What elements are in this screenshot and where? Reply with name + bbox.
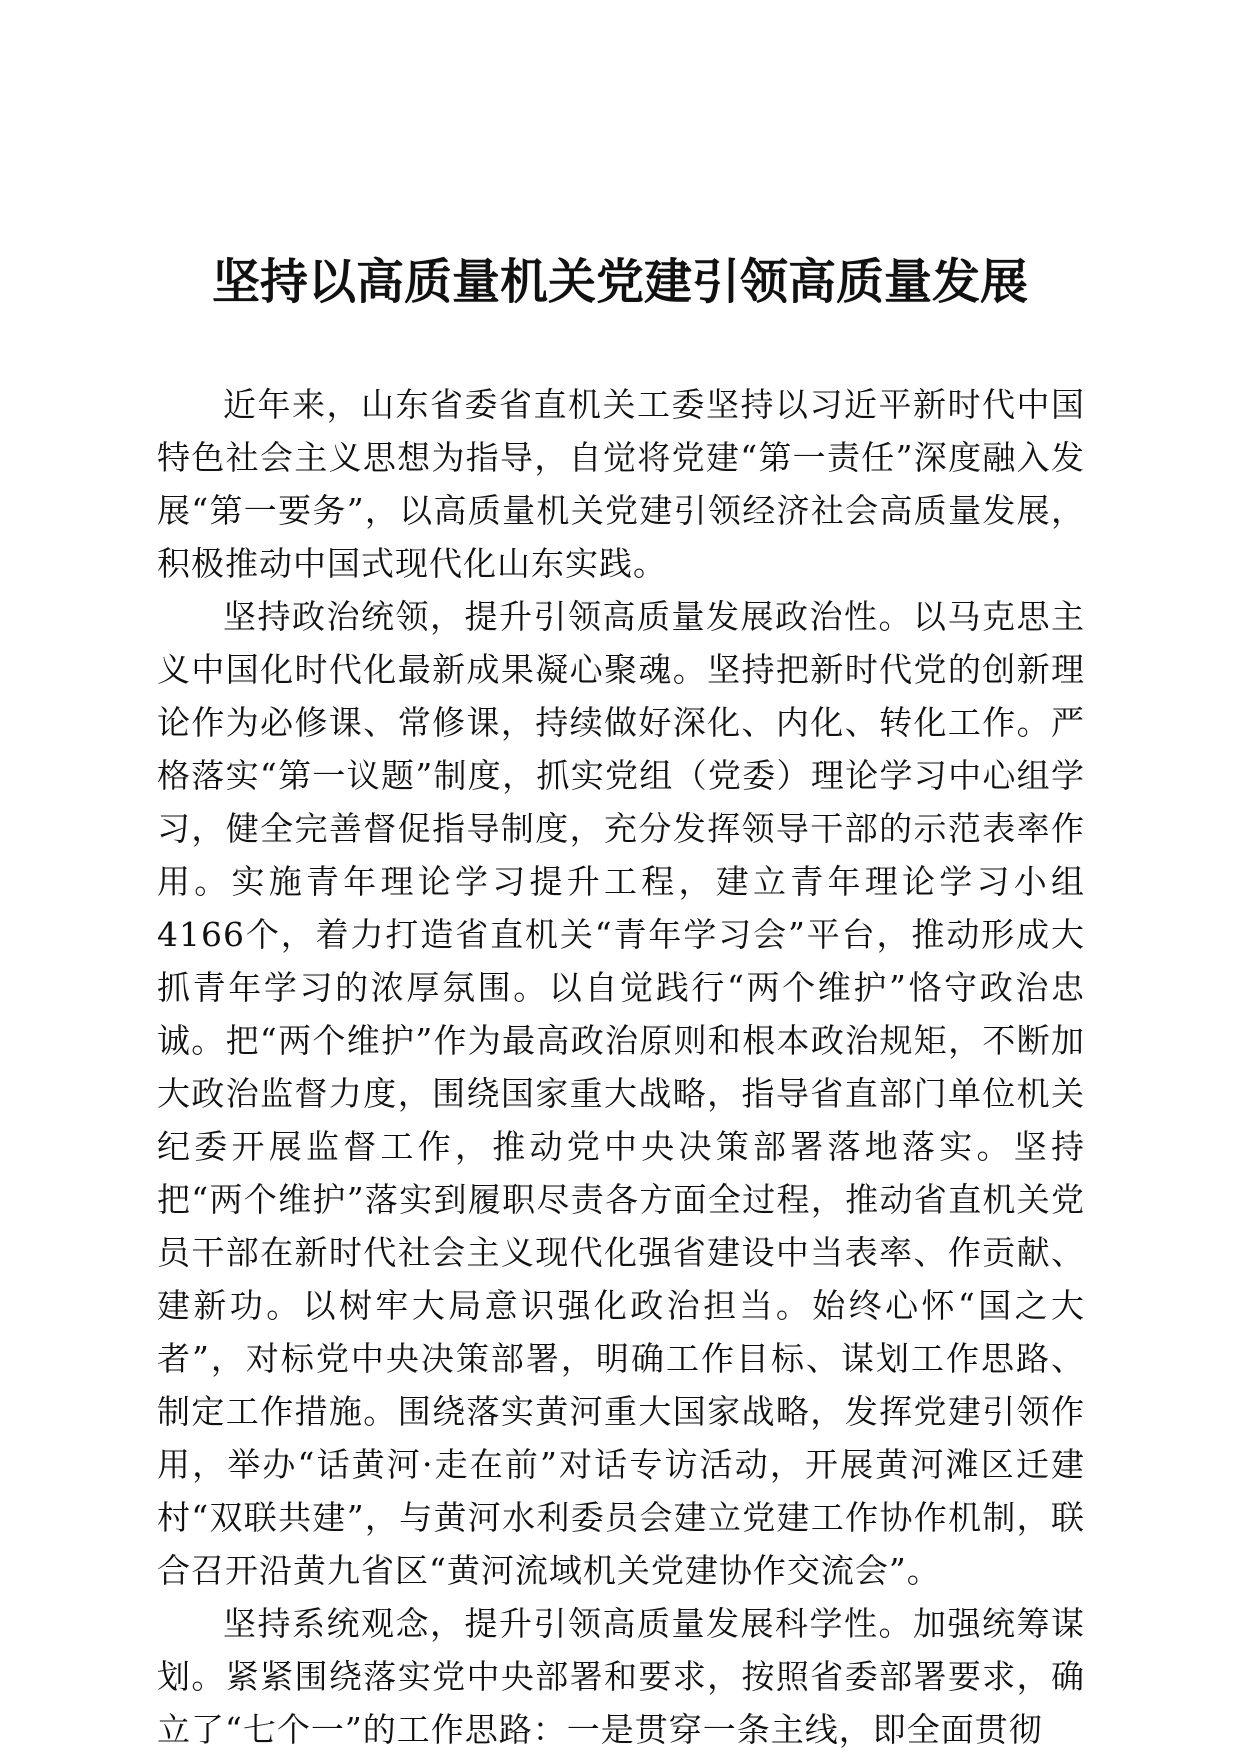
paragraph-intro: 近年来，山东省委省直机关工委坚持以习近平新时代中国特色社会主义思想为指导，自觉将党建“第一责任”深度融入发展“第一要务”，以高质量机关党建引领经济社会高质量发展，积极推动中国式现代化山东实践。	[157, 385, 1085, 583]
document-title: 坚持以高质量机关党建引领高质量发展	[211, 254, 1028, 310]
document-body	[157, 378, 1085, 1756]
paragraph-systems-thinking: 坚持系统观念，提升引领高质量发展科学性。加强统筹谋划。紧紧围绕落实党中央部署和要求，按照省委部署要求，确立了“七个一”的工作思路：一是贯穿一条主线，即全面贯彻	[157, 1604, 1085, 1749]
paragraph-political-leadership: 坚持政治统领，提升引领高质量发展政治性。以马克思主义中国化时代化最新成果凝心聚魂。坚持把新时代党的创新理论作为必修课、常修课，持续做好深化、内化、转化工作。严格落实“第一议题”制度，抓实党组（党委）理论学习中心组学习，健全完善督促指导制度，充分发挥领导干部的示范表率作用。实施青年理论学习提升工程，建立青年理论学习小组4166个，着力打造省直机关“青年学习会”平台，推动形成大抓青年学习的浓厚氛围。以自觉践行“两个维护”恪守政治忠诚。把“两个维护”作为最高政治原则和根本政治规矩，不断加大政治监督力度，围绕国家重大战略，指导省直部门单位机关纪委开展监督工作，推动党中央决策部署落地落实。坚持把“两个维护”落实到履职尽责各方面全过程，推动省直机关党员干部在新时代社会主义现代化强省建设中当表率、作贡献、建新功。以树牢大局意识强化政治担当。始终心怀“国之大者”，对标党中央决策部署，明确工作目标、谋划工作思路、制定工作措施。围绕落实黄河重大国家战略，发挥党建引领作用，举办“话黄河·走在前”对话专访活动，开展黄河滩区迁建村“双联共建”，与黄河水利委员会建立党建工作协作机制，联合召开沿黄九省区“黄河流域机关党建协作交流会”。	[157, 597, 1085, 1590]
